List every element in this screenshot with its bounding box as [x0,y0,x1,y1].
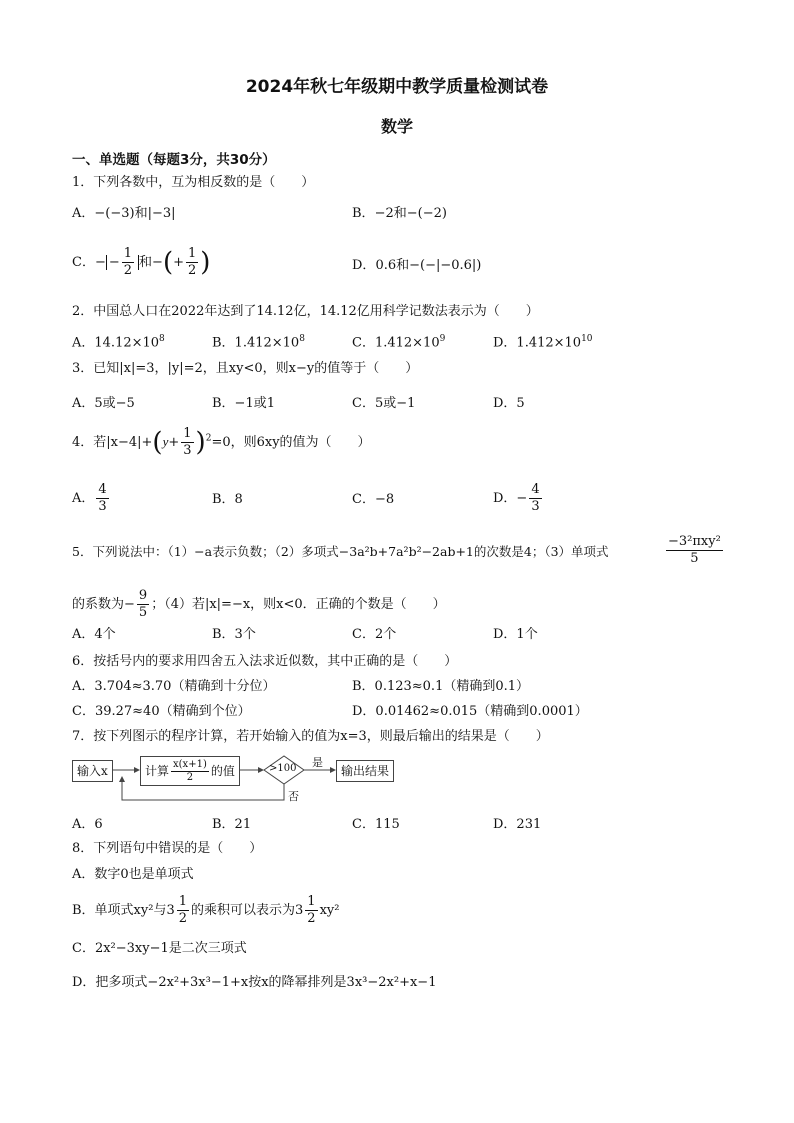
q7-option-a: A．6 [72,817,103,832]
q6-option-c: C．39.27≈40（精确到个位） [72,704,251,719]
q1-option-d [352,257,481,275]
q5-line2-post: ；（4）若|x|=−x，则x<0．正确的个数是（ ） [151,597,446,612]
q5-option-d: D．1个 [493,627,538,642]
q1-d-label: D． [352,258,376,273]
q3-option-d: D．5 [493,396,525,411]
flow-yes-label: 是 [312,756,323,769]
q8-option-d: D．把多项式−2x²+3x³−1+x按x的降幂排列是3x³−2x²+x−1 [72,975,437,990]
q2-b-text: B．1.412×10 [212,335,300,351]
q4-stem-pre: 4．若|x−4|+ [72,435,153,450]
q4-a-den: 3 [98,499,107,514]
q2-c-text: C．1.412×10 [352,335,440,351]
q6-option-d: D．0.01462≈0.015（精确到0.0001） [352,704,588,719]
q7-option-b: B．21 [212,817,252,832]
flow-calc-num: x(x+1) [173,759,207,770]
q4-option-b: B．8 [212,492,243,507]
q7-option-d: D．231 [493,817,542,832]
q2-b-exp: 8 [299,334,305,344]
q1-a-text: −(−3)和|−3| [94,206,176,221]
q4-stem-post: =0，则6xy的值为（ ） [211,435,371,450]
q1-b-label: B． [352,206,375,221]
q1-a-label: A． [72,206,95,221]
q8-b-mid: 的乘积可以表示为3 [191,903,304,918]
q4-a-label: A． [72,491,95,506]
q5-monomial-fraction [664,534,725,567]
q8-b-pre: B．单项式xy²与3 [72,903,175,918]
q2-stem: 2．中国总人口在2022年达到了14.12亿，14.12亿用科学记数法表示为（ ） [72,304,539,319]
q3-option-c: C．5或−1 [352,396,416,411]
q5-line2 [72,588,446,621]
q4-d-label: D．− [493,491,528,506]
q4-option-d [493,482,544,515]
flow-calc-box [140,756,240,786]
q4-option-a [72,482,111,515]
section-heading: 一、单选题（每题3分，共30分） [72,152,276,168]
q1-option-b [352,205,447,223]
q5-coef-den: 5 [138,605,148,620]
q8-b-frac-num: 1 [178,894,187,909]
q2-option-d [493,330,593,352]
q8-b-post: xy² [319,903,340,918]
q7-stem: 7．按下列图示的程序计算，若开始输入的值为x=3，则最后输出的结果是（ ） [72,729,549,744]
q6-option-a: A．3.704≈3.70（精确到十分位） [72,679,276,694]
q2-d-exp: 10 [581,334,593,344]
q2-c-exp: 9 [439,334,446,344]
q1-b-text: −2和−(−2) [374,206,447,221]
q4-stem: 4．若|x−4|+(y+ $\frac{1}{3}$ )$^2$=0，则6xy的值为（ ） [72,426,371,458]
flow-condition: >100 [269,763,297,774]
q5-option-c: C．2个 [352,627,397,642]
q5-option-a: A．4个 [72,627,116,642]
q8-option-b: B．单项式xy²与3 $\frac{1}{2}$ 的乘积可以表示为3 $\frac{1}{2}$ xy² [72,894,340,926]
q8-b-frac-den: 2 [178,911,187,926]
q4-option-c: C．−8 [352,492,395,507]
q3-stem: 3．已知|x|=3，|y|=2，且xy<0，则x−y的值等于（ ） [72,361,419,376]
q3-option-b: B．−1或1 [212,396,275,411]
flow-calc-pre: 计算 [145,764,170,778]
q2-d-text: D．1.412×10 [493,335,582,351]
flow-no-label: 否 [288,790,299,803]
q5-coef-num: 9 [138,588,148,603]
flow-calc-den: 2 [186,772,194,783]
q4-d-num: 4 [531,482,540,497]
q4-a-num: 4 [98,482,107,497]
program-flowchart [72,752,402,808]
q7-option-c: C．115 [352,817,400,832]
flow-input-box: 输入x [72,760,113,782]
q1-c-label: C． [72,255,95,270]
q3-option-a: A．5或−5 [72,396,135,411]
q2-option-b [212,330,305,352]
q2-option-c [352,330,445,352]
q8-option-a: A．数字0也是单项式 [72,867,194,882]
q5-line2-pre: 的系数为− [72,597,135,612]
q2-option-a [72,330,165,352]
q1-option-c: C．− − $\frac{1}{2}$ 和−(+ $\frac{1}{2}$ ) [72,246,211,278]
q1-d-text: 0.6和−(−|−0.6|) [375,258,482,273]
q5-frac-num: −3²πxy² [668,534,721,549]
q1-stem: 1．下列各数中，互为相反数的是（ ） [72,175,315,190]
q1-option-a [72,205,176,223]
q2-a-text: A．14.12×10 [72,335,160,351]
q5-frac-den: 5 [690,551,699,566]
exam-title: 2024年秋七年级期中教学质量检测试卷 [245,77,549,97]
q8-option-c: C．2x²−3xy−1是二次三项式 [72,941,247,956]
flow-output-box: 输出结果 [336,760,394,782]
q5-option-b: B．3个 [212,627,256,642]
q8-stem: 8．下列语句中错误的是（ ） [72,841,263,856]
q2-a-exp: 8 [159,334,165,344]
subject-title: 数学 [380,117,413,136]
flow-calc-post: 的值 [210,764,235,778]
q4-d-den: 3 [531,499,540,514]
q6-option-b: B．0.123≈0.1（精确到0.1） [352,679,530,694]
q5-line1: 5．下列说法中：（1）−a表示负数；（2）多项式−3a²b+7a²b²−2ab+1的次数是4；（3）单项式 [72,544,609,559]
q6-stem: 6．按括号内的要求用四舍五入法求近似数，其中正确的是（ ） [72,654,458,669]
